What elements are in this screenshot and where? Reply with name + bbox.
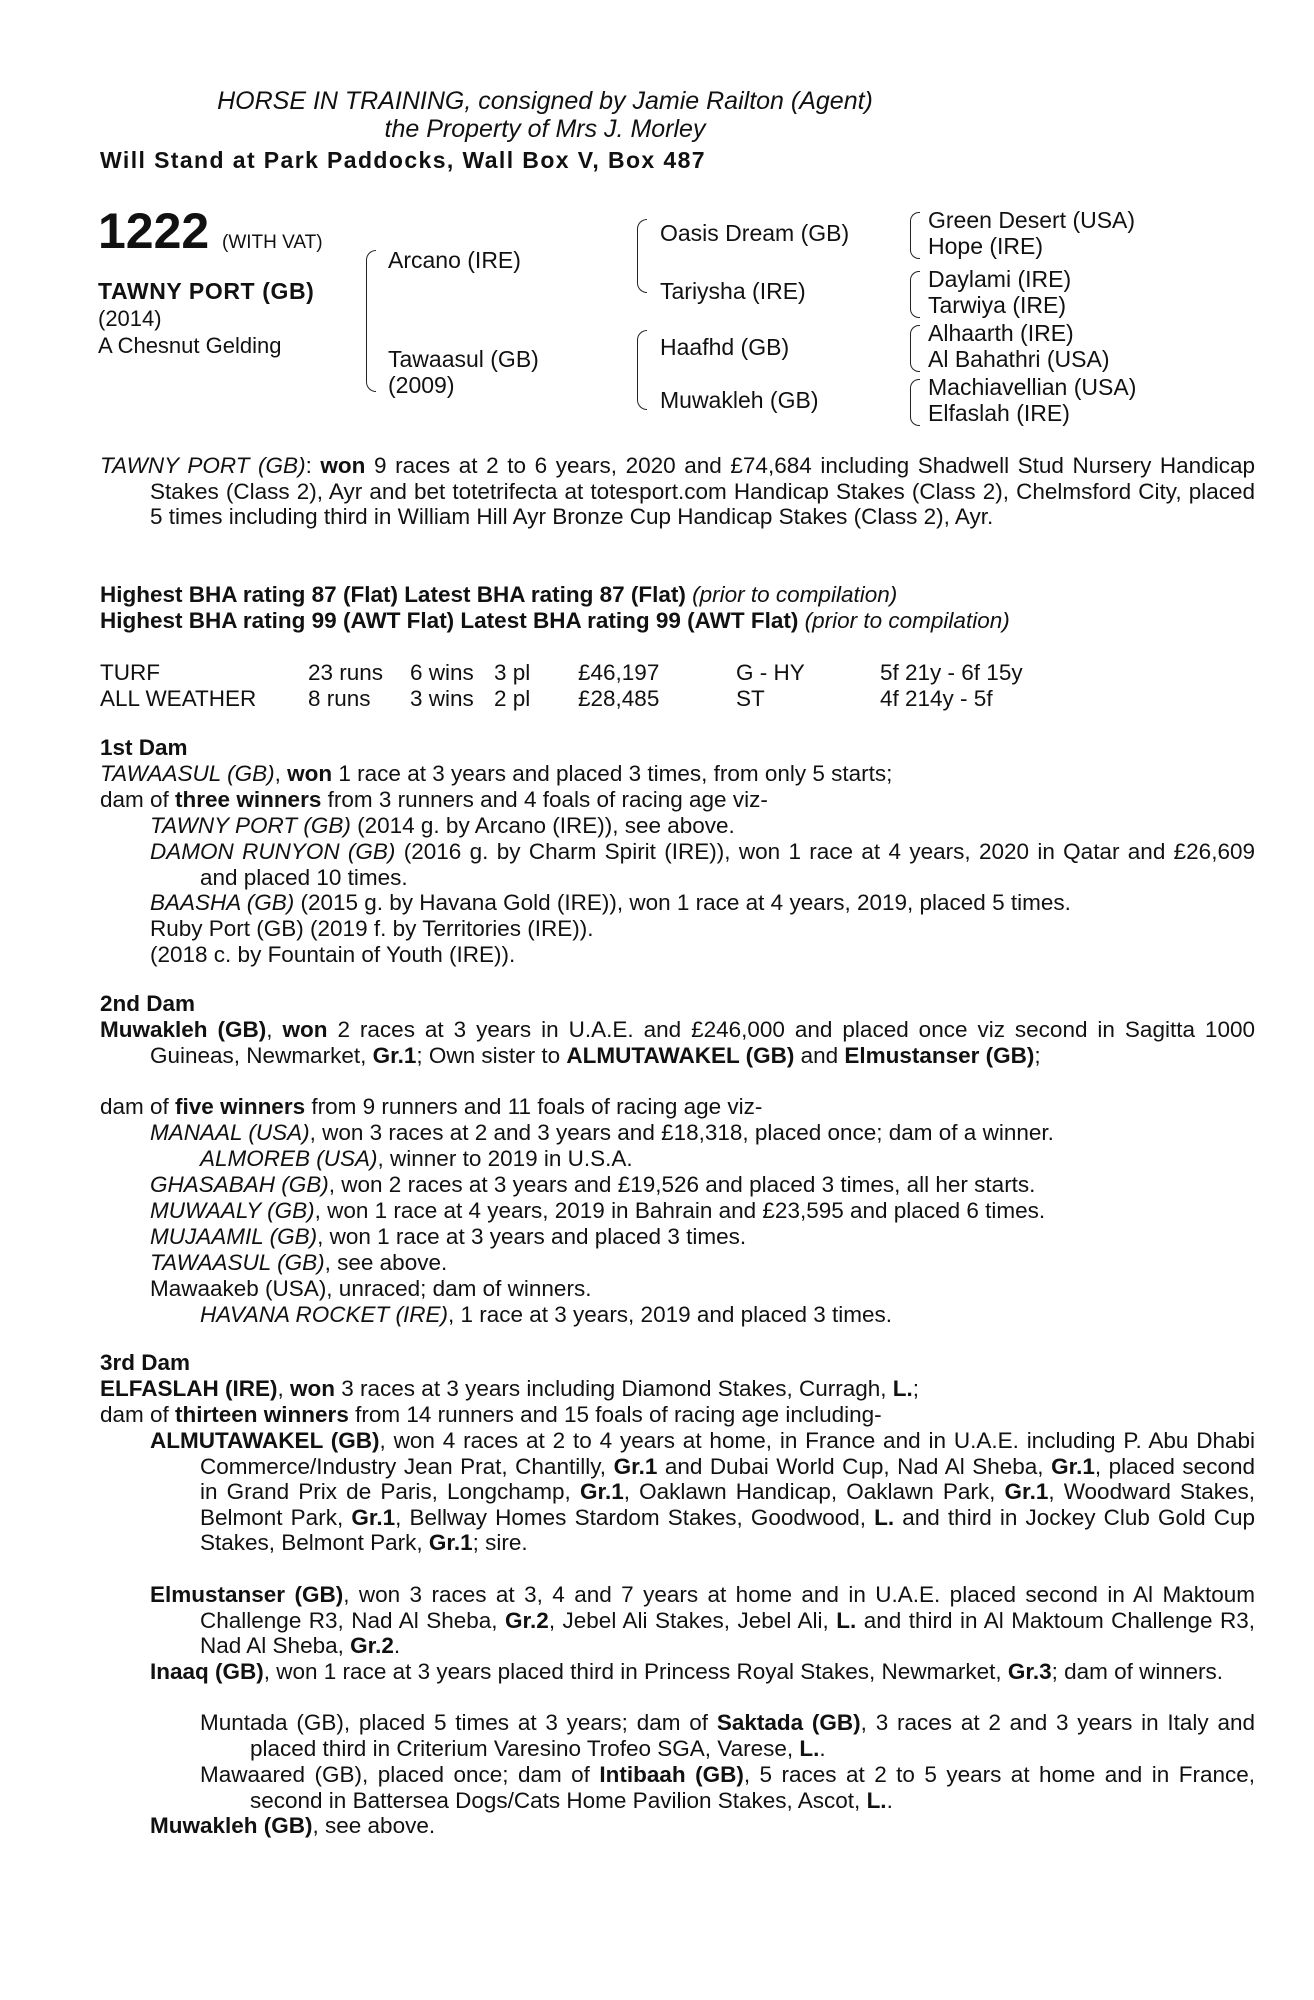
pedigree-dam-sire: Haafhd (GB) <box>660 334 790 360</box>
dam2-produce-item: MANAAL (USA), won 3 races at 2 and 3 years and £18,318, placed once; dam of a winner. <box>150 1120 1054 1145</box>
record-earnings: £46,197 <box>578 660 660 685</box>
pedigree-ggs4: Machiavellian (USA) <box>928 374 1137 400</box>
pedigree-brace <box>910 271 920 318</box>
section-heading-2nd-dam: 2nd Dam <box>100 991 196 1016</box>
pedigree-ggs2: Daylami (IRE) <box>928 266 1072 292</box>
dam3-produce-item: Inaaq (GB), won 1 race at 3 years placed third in Princess Royal Stakes, Newmarket, Gr.3; dam of winners. <box>150 1659 1223 1684</box>
pedigree-ggd4: Elfaslah (IRE) <box>928 400 1070 426</box>
dam1-produce-summary: dam of three winners from 3 runners and 4 foals of racing age viz- <box>100 787 768 812</box>
pedigree-dam-year: (2009) <box>388 372 455 398</box>
dam2-produce-item: MUJAAMIL (GB), won 1 race at 3 years and placed 3 times. <box>150 1224 747 1249</box>
record-distance: 4f 214y - 5f <box>880 686 993 711</box>
horse-name: TAWNY PORT (GB) <box>98 278 315 304</box>
dam1-produce-item: BAASHA (GB) (2015 g. by Havana Gold (IRE)), won 1 race at 4 years, 2019, placed 5 times. <box>150 890 1071 915</box>
pedigree-brace <box>910 325 920 372</box>
dam3-produce-subitem: Mawaared (GB), placed once; dam of Intibaah (GB), 5 races at 2 to 5 years at home and in France, second in Battersea Dogs/Cats Home Pavilion Stakes, Ascot, L.. <box>200 1762 1255 1813</box>
dam3-produce-summary: dam of thirteen winners from 14 runners and 15 foals of racing age including- <box>100 1402 882 1427</box>
dam3-produce-item: ALMUTAWAKEL (GB), won 4 races at 2 to 4 years at home, in France and in U.A.E. including P. Abu Dhabi Commerce/Industry Jean Prat, Chantilly, Gr.1 and Dubai World Cup, Nad Al Sheba, Gr.1, placed second in Grand Prix de Paris, Longchamp, Gr.1, Oaklawn Handicap, Oaklawn Park, Gr.1, Woodward Stakes, Belmont Park, Gr.1, Bellway Homes Stardom Stakes, Goodwood, L. and third in Jockey Club Gold Cup Stakes, Belmont Park, Gr.1; sire. <box>150 1428 1256 1556</box>
record-surface: TURF <box>100 660 160 685</box>
dam3-produce-item: Muwakleh (GB), see above. <box>150 1813 436 1838</box>
horse-year: (2014) <box>98 306 162 331</box>
rating-flat: Highest BHA rating 87 (Flat) Latest BHA rating 87 (Flat) (prior to compilation) <box>100 582 898 607</box>
pedigree-dam: Tawaasul (GB) <box>388 346 539 372</box>
pedigree-sire: Arcano (IRE) <box>388 247 521 273</box>
record-distance: 5f 21y - 6f 15y <box>880 660 1023 685</box>
pedigree-dam-dam: Muwakleh (GB) <box>660 387 819 413</box>
pedigree-brace <box>637 219 647 293</box>
lot-vat-label: (WITH VAT) <box>222 232 323 253</box>
record-going: ST <box>736 686 765 711</box>
record-runs: 23 runs <box>308 660 384 685</box>
record-wins: 3 wins <box>410 686 474 711</box>
dam3-record: ELFASLAH (IRE), won 3 races at 3 years including Diamond Stakes, Curragh, L.; <box>100 1376 920 1401</box>
dam2-record: Muwakleh (GB), won 2 races at 3 years in U.A.E. and £246,000 and placed once viz second in Sagitta 1000 Guineas, Newmarket, Gr.1; Own sister to ALMUTAWAKEL (GB) and Elmustanser (GB); <box>100 1017 1255 1068</box>
pedigree-ggd3: Al Bahathri (USA) <box>928 346 1110 372</box>
record-going: G - HY <box>736 660 805 685</box>
pedigree-sire-sire: Oasis Dream (GB) <box>660 220 850 246</box>
header-location: Will Stand at Park Paddocks, Wall Box V, Box 487 <box>100 147 706 173</box>
dam1-produce-item: Ruby Port (GB) (2019 f. by Territories (IRE)). <box>150 916 594 941</box>
dam1-produce-item: DAMON RUNYON (GB) (2016 g. by Charm Spirit (IRE)), won 1 race at 4 years, 2020 in Qatar and £26,609 and placed 10 times. <box>150 839 1255 890</box>
record-surface: ALL WEATHER <box>100 686 257 711</box>
section-heading-3rd-dam: 3rd Dam <box>100 1350 191 1375</box>
record-wins: 6 wins <box>410 660 474 685</box>
pedigree-ggs1: Green Desert (USA) <box>928 207 1136 233</box>
record-placed: 3 pl <box>494 660 531 685</box>
dam1-produce-item: (2018 c. by Fountain of Youth (IRE)). <box>150 942 516 967</box>
section-heading-1st-dam: 1st Dam <box>100 735 188 760</box>
dam3-produce-item: Elmustanser (GB), won 3 races at 3, 4 and 7 years at home and in U.A.E. placed second in Al Maktoum Challenge R3, Nad Al Sheba, Gr.2, Jebel Ali Stakes, Jebel Ali, L. and third in Al Maktoum Challenge R3, Nad Al Sheba, Gr.2. <box>150 1582 1255 1659</box>
horse-description: A Chesnut Gelding <box>98 333 282 358</box>
pedigree-brace <box>366 250 376 392</box>
pedigree-ggs3: Alhaarth (IRE) <box>928 320 1074 346</box>
dam3-produce-subitem: Muntada (GB), placed 5 times at 3 years; dam of Saktada (GB), 3 races at 2 and 3 years in Italy and placed third in Criterium Varesino Trofeo SGA, Varese, L.. <box>200 1710 1255 1761</box>
pedigree-ggd2: Tarwiya (IRE) <box>928 292 1067 318</box>
header-consignor: HORSE IN TRAINING, consigned by Jamie Railton (Agent) <box>217 87 873 115</box>
race-summary: TAWNY PORT (GB): won 9 races at 2 to 6 years, 2020 and £74,684 including Shadwell Stud Nursery Handicap Stakes (Class 2), Ayr and bet totetrifecta at totesport.com Handicap Stakes (Class 2), Chelmsford City, placed 5 times including third in William Hill Ayr Bronze Cup Handicap Stakes (Class 2), Ayr. <box>100 453 1255 530</box>
record-earnings: £28,485 <box>578 686 660 711</box>
pedigree-sire-dam: Tariysha (IRE) <box>660 278 806 304</box>
dam2-produce-item: GHASABAH (GB), won 2 races at 3 years and £19,526 and placed 3 times, all her starts. <box>150 1172 1036 1197</box>
dam2-produce-subitem: HAVANA ROCKET (IRE), 1 race at 3 years, 2019 and placed 3 times. <box>200 1302 892 1327</box>
dam1-record: TAWAASUL (GB), won 1 race at 3 years and placed 3 times, from only 5 starts; <box>100 761 893 786</box>
dam2-produce-item: TAWAASUL (GB), see above. <box>150 1250 448 1275</box>
record-runs: 8 runs <box>308 686 371 711</box>
pedigree-brace <box>910 379 920 426</box>
pedigree-ggd1: Hope (IRE) <box>928 233 1044 259</box>
pedigree-brace <box>637 330 647 410</box>
header-property: the Property of Mrs J. Morley <box>384 115 706 143</box>
dam2-produce-item: MUWAALY (GB), won 1 race at 4 years, 2019 in Bahrain and £23,595 and placed 6 times. <box>150 1198 1046 1223</box>
dam2-produce-item: Mawaakeb (USA), unraced; dam of winners. <box>150 1276 592 1301</box>
record-placed: 2 pl <box>494 686 531 711</box>
rating-awt: Highest BHA rating 99 (AWT Flat) Latest BHA rating 99 (AWT Flat) (prior to compilation) <box>100 608 1010 633</box>
dam2-produce-summary: dam of five winners from 9 runners and 11 foals of racing age viz- <box>100 1094 763 1119</box>
lot-number: 1222 <box>98 203 210 259</box>
dam2-produce-subitem: ALMOREB (USA), winner to 2019 in U.S.A. <box>200 1146 633 1171</box>
dam1-produce-item: TAWNY PORT (GB) (2014 g. by Arcano (IRE)), see above. <box>150 813 735 838</box>
pedigree-brace <box>910 212 920 259</box>
